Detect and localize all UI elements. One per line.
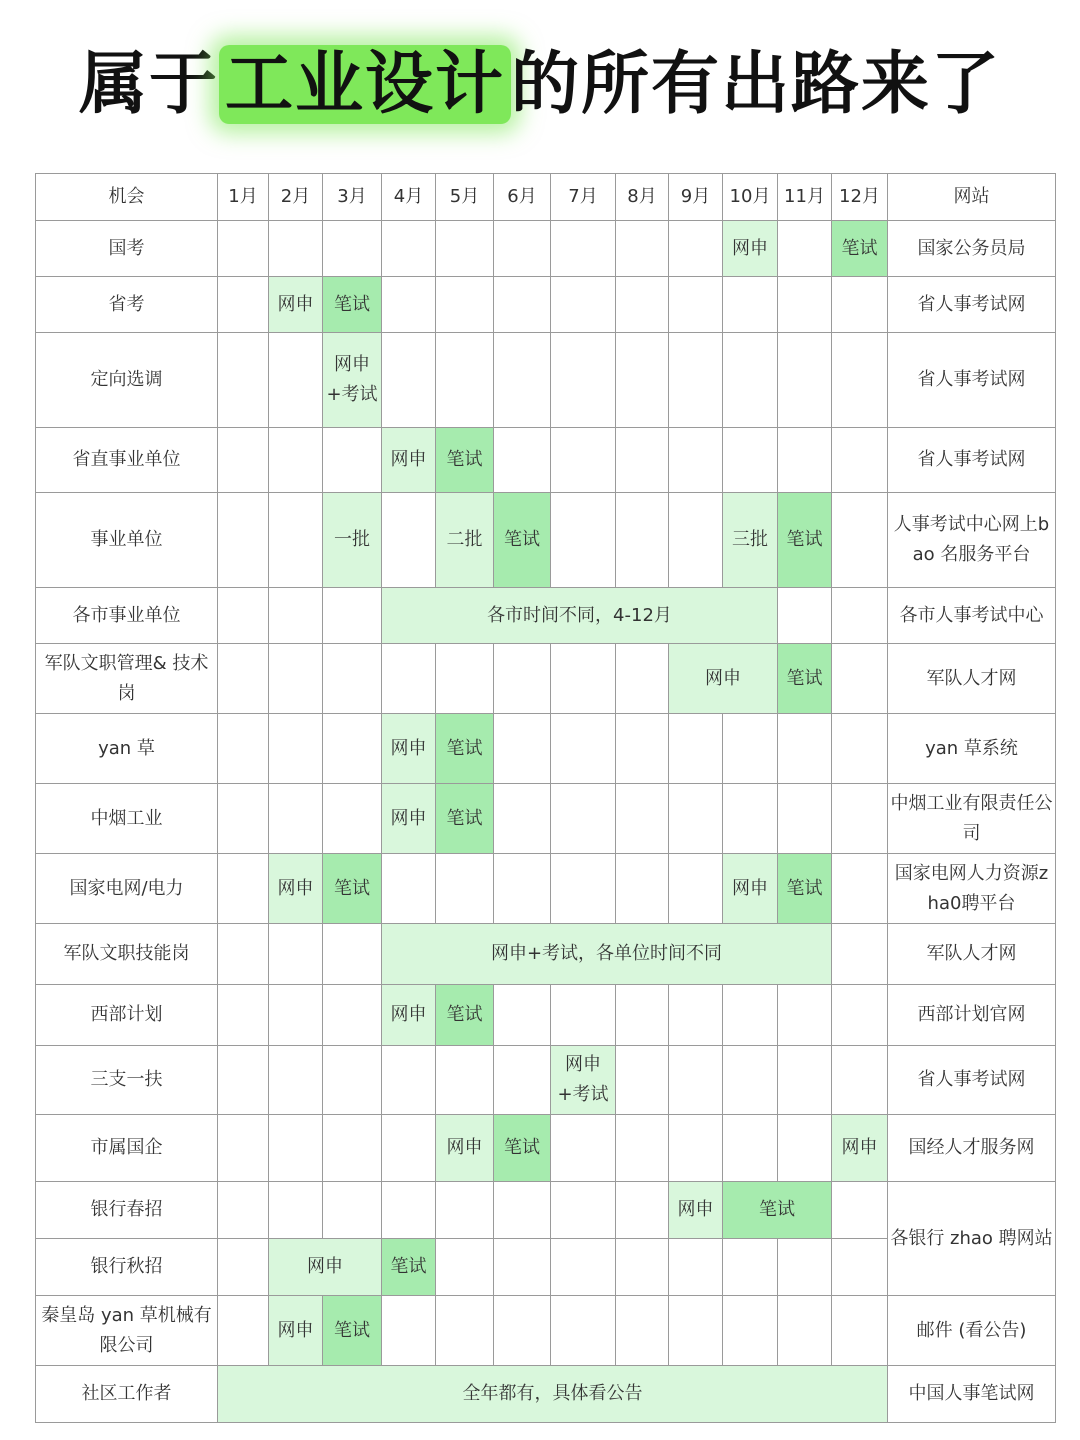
opportunity-name: 中烟工业 <box>36 784 218 854</box>
empty-cell <box>778 985 832 1046</box>
opportunity-name: 事业单位 <box>36 493 218 588</box>
schedule-cell: 三批 <box>723 493 778 588</box>
empty-cell <box>551 277 616 333</box>
empty-cell <box>436 221 494 277</box>
empty-cell <box>494 854 551 924</box>
empty-cell <box>778 1239 832 1296</box>
empty-cell <box>616 714 669 784</box>
header-month-6: 6月 <box>494 174 551 221</box>
empty-cell <box>832 333 888 428</box>
schedule-cell: 网申 <box>382 985 436 1046</box>
empty-cell <box>669 1115 723 1182</box>
empty-cell <box>494 1239 551 1296</box>
empty-cell <box>218 644 269 714</box>
empty-cell <box>832 644 888 714</box>
header-month-5: 5月 <box>436 174 494 221</box>
schedule-cell: 网申 <box>382 428 436 493</box>
schedule-cell: 笔试 <box>778 644 832 714</box>
empty-cell <box>323 924 382 985</box>
table-row <box>36 1115 1056 1182</box>
empty-cell <box>669 714 723 784</box>
empty-cell <box>218 428 269 493</box>
opportunity-name: 银行秋招 <box>36 1239 218 1296</box>
empty-cell <box>832 1296 888 1366</box>
schedule-cell: 网申 +考试 <box>551 1046 616 1115</box>
empty-cell <box>218 1182 269 1239</box>
website-cell: 中烟工业有限责任公司 <box>888 784 1056 854</box>
empty-cell <box>323 221 382 277</box>
header-opportunity: 机会 <box>36 174 218 221</box>
opportunity-name: 省考 <box>36 277 218 333</box>
empty-cell <box>669 493 723 588</box>
header-month-8: 8月 <box>616 174 669 221</box>
empty-cell <box>669 333 723 428</box>
website-cell: yan 草系统 <box>888 714 1056 784</box>
empty-cell <box>494 644 551 714</box>
empty-cell <box>323 428 382 493</box>
empty-cell <box>382 221 436 277</box>
empty-cell <box>323 784 382 854</box>
schedule-cell: 网申 +考试 <box>323 333 382 428</box>
empty-cell <box>551 644 616 714</box>
empty-cell <box>382 333 436 428</box>
empty-cell <box>832 714 888 784</box>
empty-cell <box>778 333 832 428</box>
header-row <box>36 174 1056 221</box>
opportunity-name: 社区工作者 <box>36 1366 218 1423</box>
website-cell: 军队人才网 <box>888 644 1056 714</box>
table-row <box>36 1182 1056 1239</box>
empty-cell <box>616 784 669 854</box>
empty-cell <box>669 428 723 493</box>
empty-cell <box>723 333 778 428</box>
schedule-table <box>35 173 1056 1423</box>
empty-cell <box>723 277 778 333</box>
empty-cell <box>218 784 269 854</box>
header-month-10: 10月 <box>723 174 778 221</box>
schedule-cell: 网申 <box>269 1239 382 1296</box>
empty-cell <box>616 644 669 714</box>
empty-cell <box>323 588 382 644</box>
table-row <box>36 714 1056 784</box>
empty-cell <box>832 854 888 924</box>
empty-cell <box>832 493 888 588</box>
empty-cell <box>723 1115 778 1182</box>
empty-cell <box>551 221 616 277</box>
empty-cell <box>494 714 551 784</box>
empty-cell <box>778 221 832 277</box>
title-area <box>0 0 1080 168</box>
empty-cell <box>436 1046 494 1115</box>
table-row <box>36 1366 1056 1423</box>
empty-cell <box>323 985 382 1046</box>
schedule-cell: 笔试 <box>323 277 382 333</box>
header-month-7: 7月 <box>551 174 616 221</box>
empty-cell <box>551 1115 616 1182</box>
empty-cell <box>382 1296 436 1366</box>
schedule-cell: 网申 <box>269 277 323 333</box>
empty-cell <box>436 1239 494 1296</box>
schedule-cell: 各市时间不同，4-12月 <box>382 588 778 644</box>
empty-cell <box>616 333 669 428</box>
empty-cell <box>218 854 269 924</box>
website-cell: 省人事考试网 <box>888 1046 1056 1115</box>
schedule-cell: 二批 <box>436 493 494 588</box>
empty-cell <box>218 493 269 588</box>
empty-cell <box>551 428 616 493</box>
empty-cell <box>832 924 888 985</box>
website-cell: 各市人事考试中心 <box>888 588 1056 644</box>
schedule-cell: 笔试 <box>494 1115 551 1182</box>
schedule-cell: 网申 <box>436 1115 494 1182</box>
empty-cell <box>778 428 832 493</box>
empty-cell <box>723 1296 778 1366</box>
empty-cell <box>669 1296 723 1366</box>
website-cell: 中国人事笔试网 <box>888 1366 1056 1423</box>
empty-cell <box>269 1115 323 1182</box>
schedule-cell: 网申 <box>669 644 778 714</box>
header-month-2: 2月 <box>269 174 323 221</box>
table-row <box>36 924 1056 985</box>
empty-cell <box>669 985 723 1046</box>
schedule-cell: 网申+考试，各单位时间不同 <box>382 924 832 985</box>
empty-cell <box>494 333 551 428</box>
empty-cell <box>616 277 669 333</box>
empty-cell <box>269 1182 323 1239</box>
empty-cell <box>494 985 551 1046</box>
schedule-cell: 全年都有，具体看公告 <box>218 1366 888 1423</box>
empty-cell <box>778 588 832 644</box>
empty-cell <box>494 784 551 854</box>
empty-cell <box>436 333 494 428</box>
empty-cell <box>616 221 669 277</box>
empty-cell <box>382 854 436 924</box>
empty-cell <box>669 1239 723 1296</box>
opportunity-name: 定向选调 <box>36 333 218 428</box>
empty-cell <box>669 1046 723 1115</box>
page-title <box>0 30 1080 127</box>
empty-cell <box>269 714 323 784</box>
empty-cell <box>269 924 323 985</box>
empty-cell <box>551 714 616 784</box>
schedule-cell: 笔试 <box>494 493 551 588</box>
opportunity-name: 国家电网/电力 <box>36 854 218 924</box>
empty-cell <box>382 277 436 333</box>
empty-cell <box>616 493 669 588</box>
empty-cell <box>269 1046 323 1115</box>
table-row <box>36 333 1056 428</box>
empty-cell <box>218 1046 269 1115</box>
schedule-cell: 笔试 <box>778 854 832 924</box>
opportunity-name: 军队文职技能岗 <box>36 924 218 985</box>
empty-cell <box>382 1182 436 1239</box>
empty-cell <box>723 784 778 854</box>
header-month-4: 4月 <box>382 174 436 221</box>
table-row <box>36 588 1056 644</box>
schedule-cell: 笔试 <box>723 1182 832 1239</box>
empty-cell <box>832 277 888 333</box>
header-month-3: 3月 <box>323 174 382 221</box>
table-row <box>36 1296 1056 1366</box>
empty-cell <box>832 428 888 493</box>
website-cell: 国家公务员局 <box>888 221 1056 277</box>
schedule-cell: 网申 <box>382 714 436 784</box>
website-cell: 各银行 zhao 聘网站 <box>888 1182 1056 1296</box>
opportunity-name: 三支一扶 <box>36 1046 218 1115</box>
empty-cell <box>616 1296 669 1366</box>
empty-cell <box>551 1239 616 1296</box>
header-month-11: 11月 <box>778 174 832 221</box>
schedule-cell: 笔试 <box>436 784 494 854</box>
empty-cell <box>832 985 888 1046</box>
empty-cell <box>323 1115 382 1182</box>
empty-cell <box>269 333 323 428</box>
schedule-cell: 笔试 <box>832 221 888 277</box>
empty-cell <box>323 1182 382 1239</box>
title-highlight: 工业设计 <box>219 45 511 124</box>
empty-cell <box>494 428 551 493</box>
website-cell: 军队人才网 <box>888 924 1056 985</box>
empty-cell <box>218 1115 269 1182</box>
opportunity-name: 军队文职管理& 技术岗 <box>36 644 218 714</box>
empty-cell <box>382 493 436 588</box>
empty-cell <box>616 854 669 924</box>
table-row <box>36 1046 1056 1115</box>
empty-cell <box>218 985 269 1046</box>
opportunity-name: 省直事业单位 <box>36 428 218 493</box>
empty-cell <box>669 221 723 277</box>
empty-cell <box>494 1182 551 1239</box>
empty-cell <box>551 784 616 854</box>
empty-cell <box>218 333 269 428</box>
opportunity-name: 西部计划 <box>36 985 218 1046</box>
empty-cell <box>218 1296 269 1366</box>
empty-cell <box>778 277 832 333</box>
website-cell: 省人事考试网 <box>888 428 1056 493</box>
empty-cell <box>218 1239 269 1296</box>
schedule-cell: 网申 <box>669 1182 723 1239</box>
empty-cell <box>778 714 832 784</box>
schedule-cell: 笔试 <box>436 428 494 493</box>
opportunity-name: 市属国企 <box>36 1115 218 1182</box>
empty-cell <box>778 1296 832 1366</box>
schedule-cell: 网申 <box>382 784 436 854</box>
table-row <box>36 493 1056 588</box>
empty-cell <box>323 1046 382 1115</box>
table-row <box>36 221 1056 277</box>
header-month-9: 9月 <box>669 174 723 221</box>
empty-cell <box>616 1182 669 1239</box>
table-row <box>36 985 1056 1046</box>
empty-cell <box>269 644 323 714</box>
title-after: 的所有出路来了 <box>511 45 1002 124</box>
empty-cell <box>218 588 269 644</box>
empty-cell <box>551 854 616 924</box>
empty-cell <box>269 784 323 854</box>
schedule-cell: 笔试 <box>436 985 494 1046</box>
opportunity-name: 各市事业单位 <box>36 588 218 644</box>
empty-cell <box>323 714 382 784</box>
empty-cell <box>723 985 778 1046</box>
empty-cell <box>382 1115 436 1182</box>
empty-cell <box>218 924 269 985</box>
empty-cell <box>723 1046 778 1115</box>
schedule-cell: 网申 <box>832 1115 888 1182</box>
empty-cell <box>723 714 778 784</box>
empty-cell <box>778 1115 832 1182</box>
website-cell: 省人事考试网 <box>888 333 1056 428</box>
schedule-cell: 网申 <box>723 854 778 924</box>
empty-cell <box>723 1239 778 1296</box>
empty-cell <box>218 221 269 277</box>
empty-cell <box>269 985 323 1046</box>
empty-cell <box>778 784 832 854</box>
empty-cell <box>269 428 323 493</box>
empty-cell <box>269 493 323 588</box>
empty-cell <box>832 784 888 854</box>
empty-cell <box>382 1046 436 1115</box>
empty-cell <box>616 428 669 493</box>
schedule-cell: 笔试 <box>323 1296 382 1366</box>
empty-cell <box>269 588 323 644</box>
empty-cell <box>494 277 551 333</box>
empty-cell <box>382 644 436 714</box>
opportunity-name: yan 草 <box>36 714 218 784</box>
table-row <box>36 277 1056 333</box>
schedule-cell: 笔试 <box>778 493 832 588</box>
empty-cell <box>436 854 494 924</box>
table-row <box>36 854 1056 924</box>
schedule-cell: 一批 <box>323 493 382 588</box>
empty-cell <box>551 1182 616 1239</box>
title-before: 属于 <box>78 45 219 124</box>
table-row <box>36 428 1056 493</box>
header-month-1: 1月 <box>218 174 269 221</box>
empty-cell <box>494 1296 551 1366</box>
table-row <box>36 784 1056 854</box>
schedule-cell: 笔试 <box>382 1239 436 1296</box>
opportunity-name: 秦皇岛 yan 草机械有限公司 <box>36 1296 218 1366</box>
empty-cell <box>616 1115 669 1182</box>
website-cell: 邮件 (看公告) <box>888 1296 1056 1366</box>
empty-cell <box>616 1046 669 1115</box>
header-website: 网站 <box>888 174 1056 221</box>
schedule-cell: 网申 <box>723 221 778 277</box>
schedule-cell: 笔试 <box>323 854 382 924</box>
empty-cell <box>616 985 669 1046</box>
empty-cell <box>218 277 269 333</box>
table-row <box>36 644 1056 714</box>
empty-cell <box>436 277 494 333</box>
schedule-cell: 笔试 <box>436 714 494 784</box>
empty-cell <box>436 1296 494 1366</box>
empty-cell <box>551 985 616 1046</box>
website-cell: 国经人才服务网 <box>888 1115 1056 1182</box>
empty-cell <box>832 1046 888 1115</box>
website-cell: 人事考试中心网上bao 名服务平台 <box>888 493 1056 588</box>
empty-cell <box>436 1182 494 1239</box>
empty-cell <box>494 1046 551 1115</box>
empty-cell <box>269 221 323 277</box>
empty-cell <box>551 1296 616 1366</box>
empty-cell <box>551 333 616 428</box>
empty-cell <box>669 277 723 333</box>
opportunity-name: 国考 <box>36 221 218 277</box>
empty-cell <box>551 493 616 588</box>
empty-cell <box>669 784 723 854</box>
schedule-cell: 网申 <box>269 1296 323 1366</box>
empty-cell <box>832 1182 888 1239</box>
empty-cell <box>323 644 382 714</box>
website-cell: 国家电网人力资源zha0聘平台 <box>888 854 1056 924</box>
empty-cell <box>669 854 723 924</box>
opportunity-name: 银行春招 <box>36 1182 218 1239</box>
website-cell: 省人事考试网 <box>888 277 1056 333</box>
empty-cell <box>723 428 778 493</box>
empty-cell <box>778 1046 832 1115</box>
empty-cell <box>218 714 269 784</box>
empty-cell <box>832 1239 888 1296</box>
empty-cell <box>436 644 494 714</box>
empty-cell <box>832 588 888 644</box>
schedule-cell: 网申 <box>269 854 323 924</box>
header-month-12: 12月 <box>832 174 888 221</box>
website-cell: 西部计划官网 <box>888 985 1056 1046</box>
empty-cell <box>616 1239 669 1296</box>
empty-cell <box>494 221 551 277</box>
